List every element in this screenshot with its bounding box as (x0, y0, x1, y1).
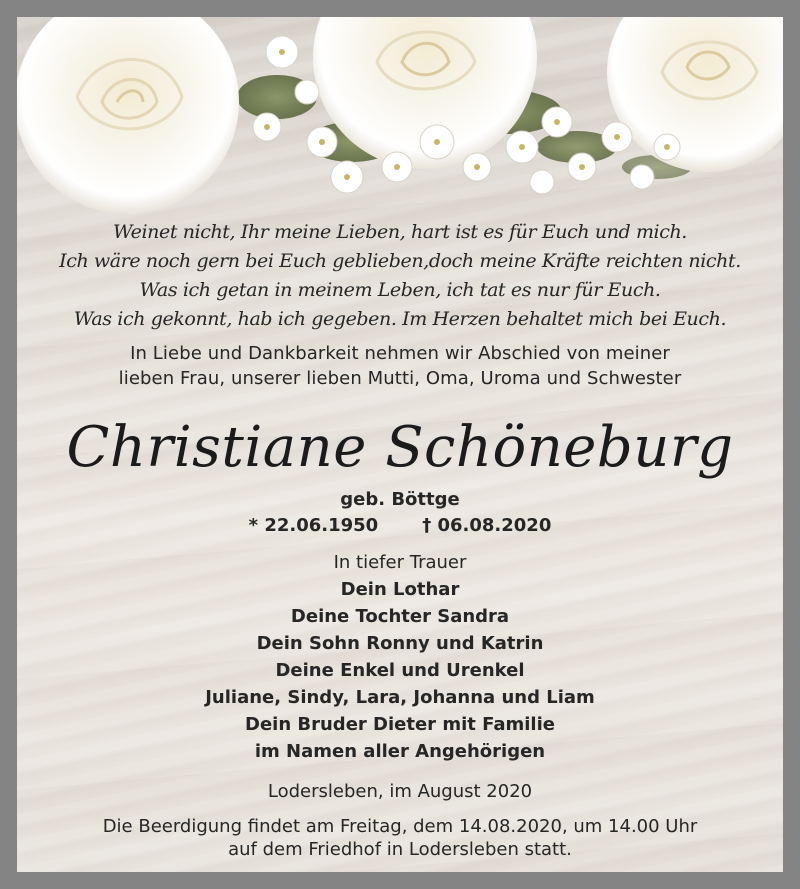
white-roses-image (17, 17, 783, 217)
maiden-name: geb. Böttge (340, 489, 460, 510)
mourner-line: Dein Lothar (340, 579, 460, 600)
intro-line: lieben Frau, unserer lieben Mutti, Oma, Uroma und Schwester (118, 368, 682, 389)
mourners-heading: In tiefer Trauer (333, 552, 467, 573)
deceased-name: Christiane Schöneburg (66, 415, 734, 480)
death-date: † 06.08.2020 (422, 515, 552, 536)
poem-line: Ich wäre noch gern bei Euch geblieben,doch meine Kräfte reichten nicht. (59, 250, 741, 272)
mourner-line: Juliane, Sindy, Lara, Johanna und Liam (205, 687, 595, 708)
poem-line: Was ich gekonnt, hab ich gegeben. Im Herzen behaltet mich bei Euch. (73, 308, 727, 330)
mourner-line: im Namen aller Angehörigen (254, 741, 546, 762)
funeral-line: Die Beerdigung findet am Freitag, dem 14.08.2020, um 14.00 Uhr (102, 816, 698, 837)
poem-line: Was ich getan in meinem Leben, ich tat es nur für Euch. (139, 279, 661, 301)
mourner-line: Deine Enkel und Urenkel (275, 660, 525, 681)
obituary-card (17, 17, 783, 872)
intro-line: In Liebe und Dankbarkeit nehmen wir Abschied von meiner (130, 343, 670, 364)
birth-date: * 22.06.1950 (248, 515, 379, 536)
life-dates (17, 515, 783, 536)
place-date: Lodersleben, im August 2020 (267, 781, 533, 802)
mourner-line: Dein Bruder Dieter mit Familie (245, 714, 555, 735)
poem-line: Weinet nicht, Ihr meine Lieben, hart ist es für Euch und mich. (113, 221, 687, 243)
funeral-line: auf dem Friedhof in Lodersleben statt. (228, 839, 572, 860)
mourner-line: Deine Tochter Sandra (290, 606, 510, 627)
mourner-line: Dein Sohn Ronny und Katrin (256, 633, 544, 654)
